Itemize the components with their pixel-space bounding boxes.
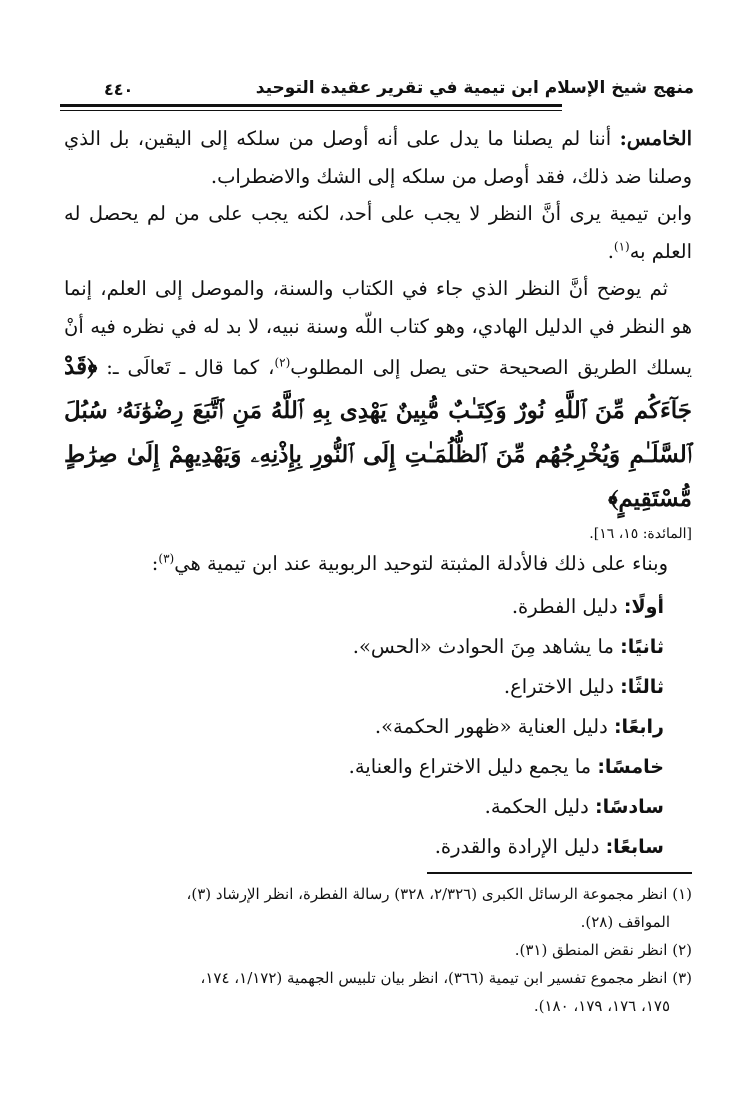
list-item-label: ثالثًا: bbox=[620, 675, 664, 698]
list-item-label: خامسًا: bbox=[597, 755, 664, 778]
list-item bbox=[64, 707, 692, 747]
list-item-text: ما يشاهد مِنَ الحوادث «الحس». bbox=[352, 634, 621, 658]
footnote-3: (٣) انظر مجموع تفسير ابن تيمية (٣٦٦)، انظر بيان تلبيس الجهمية (١/١٧٢، ١٧٤، bbox=[200, 969, 692, 987]
paragraph-end: : bbox=[151, 552, 159, 575]
running-header bbox=[60, 74, 694, 114]
running-header-title: منهج شيخ الإسلام ابن تيمية في تقرير عقيدة التوحيد bbox=[255, 78, 694, 98]
list-item bbox=[64, 787, 692, 827]
paragraph-end: . bbox=[607, 239, 614, 263]
list-item bbox=[64, 667, 692, 707]
footnote-ref-3: (٣) bbox=[158, 551, 175, 566]
paragraph-text: أننا لم يصلنا ما يدل على أنه أوصل من سلكه إلى اليقين، بل الذي وصلنا ضد ذلك، فقد أوصل من سلكه إلى الشك والاضطراب. bbox=[64, 127, 692, 188]
quran-reference: [المائدة: ١٥، ١٦]. bbox=[589, 526, 692, 542]
paragraph-end: ، كما قال ـ تَعالَى ـ: bbox=[97, 356, 275, 379]
footnote-2: (٢) انظر نقض المنطق (٣١). bbox=[514, 941, 692, 959]
list-item-text: دليل العناية «ظهور الحكمة». bbox=[374, 714, 614, 738]
list-item-text: دليل الحكمة. bbox=[484, 794, 595, 818]
paragraph-ibn-taymiyya-view bbox=[64, 195, 692, 270]
list-item bbox=[64, 747, 692, 787]
proofs-list bbox=[64, 587, 692, 867]
footnote-1-continued: المواقف (٢٨). bbox=[580, 913, 670, 931]
header-rule-left bbox=[60, 104, 94, 107]
paragraph-text: وابن تيمية يرى أنَّ النظر لا يجب على أحد، لكنه يجب على من لم يحصل له العلم به bbox=[64, 202, 692, 263]
paragraph-text: ثم يوضح أنَّ النظر الذي جاء في الكتاب والسنة، والموصل إلى العلم، إنما هو النظر في الدليل الهادي، وهو كتاب اللّه وسنة نبيه، لا بد له في نظره فيه أنْ يسلك الطريق الصحيحة حتى يصل إلى المطلوب bbox=[64, 277, 692, 379]
header-rule bbox=[60, 104, 562, 107]
paragraph-label: الخامس: bbox=[619, 127, 692, 150]
list-item bbox=[64, 627, 692, 667]
footnote-separator bbox=[427, 872, 692, 874]
list-item-text: ما يجمع دليل الاختراع والعناية. bbox=[348, 754, 598, 778]
list-item bbox=[64, 827, 692, 867]
paragraph-correct-reasoning bbox=[64, 270, 692, 521]
paragraph-proofs-intro bbox=[64, 545, 692, 583]
header-rule-thin bbox=[60, 110, 562, 111]
list-item-label: سادسًا: bbox=[595, 795, 664, 818]
footnote-ref-1: (١) bbox=[613, 239, 630, 253]
list-item-label: سابعًا: bbox=[605, 835, 664, 858]
header-rule-left-thin bbox=[60, 110, 94, 111]
page-number: ٤٤٠ bbox=[104, 80, 134, 99]
list-item-text: دليل الإرادة والقدرة. bbox=[434, 834, 606, 858]
footnote-3-continued: ١٧٥، ١٧٦، ١٧٩، ١٨٠). bbox=[533, 997, 670, 1015]
main-text bbox=[64, 120, 692, 867]
footnote-ref-2: (٢) bbox=[274, 355, 291, 370]
list-item-text: دليل الاختراع. bbox=[503, 674, 621, 698]
list-item-label: ثانيًا: bbox=[620, 635, 664, 658]
quran-verse: ﴿قَدْ جَآءَكُم مِّنَ ٱللَّهِ نُورٌ وَكِتَـٰبٌ مُّبِينٌ يَهْدِى بِهِ ٱللَّهُ مَنِ ٱتَّبَعَ رِضْوَٰنَهُۥ سُبُلَ ٱلسَّلَـٰمِ وَيُخْرِجُهُم مِّنَ ٱلظُّلُمَـٰتِ إِلَى ٱلنُّورِ بِإِذْنِهِۦ وَيَهْدِيهِمْ إِلَىٰ صِرَٰطٍ مُّسْتَقِيمٍ﴾ bbox=[64, 353, 692, 512]
paragraph-text: وبناء على ذلك فالأدلة المثبتة لتوحيد الربوبية عند ابن تيمية هي bbox=[174, 552, 668, 575]
footnotes bbox=[64, 880, 692, 1020]
paragraph-fifth bbox=[64, 120, 692, 195]
footnote-1: (١) انظر مجموعة الرسائل الكبرى (٢/٣٢٦، ٣٢٨) رسالة الفطرة، انظر الإرشاد (٣)، bbox=[186, 885, 692, 903]
list-item bbox=[64, 587, 692, 627]
list-item-label: رابعًا: bbox=[613, 715, 664, 738]
list-item-text: دليل الفطرة. bbox=[511, 594, 624, 618]
list-item-label: أولًا: bbox=[623, 595, 664, 618]
